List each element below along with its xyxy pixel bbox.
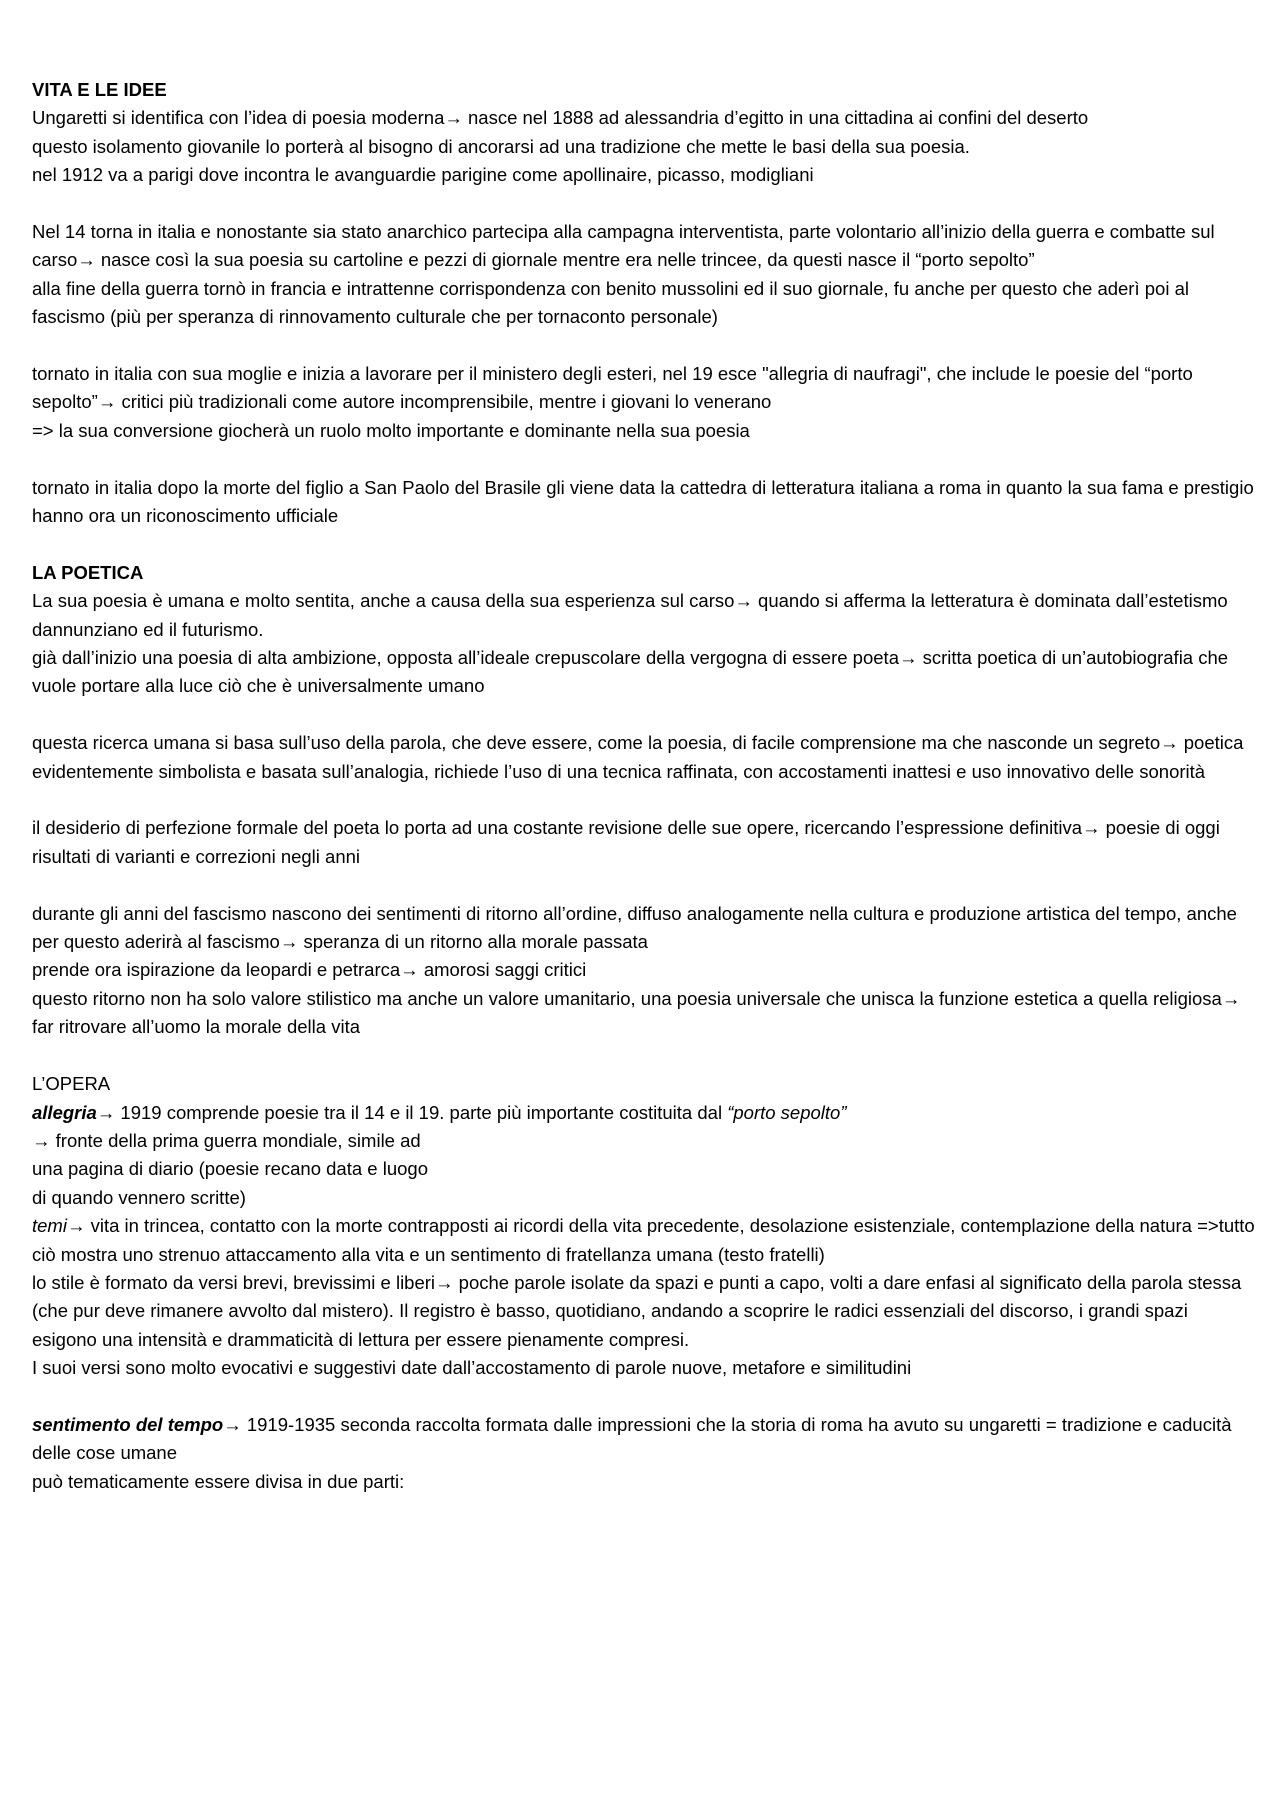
spacer [32,332,1257,360]
spacer [32,871,1257,899]
paragraph: durante gli anni del fascismo nascono dei sentimenti di ritorno all’ordine, diffuso analogamente nella cultura e produzione artistica del tempo, anche per questo aderirà al fascismo→ speranza di un ritorno alla morale passata [32,902,1237,953]
term-sentimento-del-tempo: sentimento del tempo [32,1413,224,1435]
paragraph: alla fine della guerra tornò in francia e intrattenne corrispondenza con benito mussolini ed il suo giornale, fu anche per questo che aderì poi al fascismo (più per speranza di rinnovamento culturale che per tornaconto personale) [32,277,1189,328]
spacer [32,701,1257,729]
allegria-text: → 1919 comprende poesie tra il 14 e il 19. parte più importante costituita dal [96,1101,728,1123]
porto-sepolto-title: “porto sepolto” [727,1101,847,1123]
section-heading-poetica: LA POETICA [32,561,144,583]
section-heading-vita: VITA E LE IDEE [32,79,167,100]
paragraph: I suoi versi sono molto evocativi e suggestivi date dall’accostamento di parole nuove, metafore e similitudini [32,1357,912,1379]
term-allegria: allegria [32,1101,97,1123]
spacer [32,1383,1257,1411]
paragraph: => la sua conversione giocherà un ruolo molto importante e dominante nella sua poesia [32,419,750,441]
spacer [32,1042,1257,1070]
spacer [32,445,1257,473]
paragraph-temi [32,1212,1257,1269]
paragraph-sentimento [32,1411,1257,1468]
paragraph: questo isolamento giovanile lo porterà al bisogno di ancorarsi ad una tradizione che mette le basi della sua poesia. [32,135,970,157]
paragraph: può tematicamente essere divisa in due parti: [32,1470,405,1492]
paragraph-allegria [32,1099,1257,1127]
paragraph: lo stile è formato da versi brevi, brevissimi e liberi→ poche parole isolate da spazi e punti a capo, volti a dare enfasi al significato della parola stessa (che pur deve rimanere avvolto dal mistero). Il registro è basso, quotidiano, andando a scoprire le radici essenziali del discorso, i grandi spazi esigono una intensità e drammaticità di lettura per essere pienamente compresi. [32,1271,1242,1350]
paragraph: questa ricerca umana si basa sull’uso della parola, che deve essere, come la poesia, di facile comprensione ma che nasconde un segreto→ poetica evidentemente simbolista e basata sull’analogia, richiede l’uso di una tecnica raffinata, con accostamenti inattesi e uso innovativo delle sonorità [32,732,1244,782]
spacer [32,530,1257,558]
paragraph: Nel 14 torna in italia e nonostante sia stato anarchico partecipa alla campagna interventista, parte volontario all’inizio della guerra e combatte sul carso→ nasce così la sua poesia su cartoline e pezzi di giornale mentre era nelle trincee, da questi nasce il “porto sepolto” [32,221,1215,271]
paragraph: nel 1912 va a parigi dove incontra le avanguardie parigine come apollinaire, picasso, modigliani [32,164,814,186]
paragraph: La sua poesia è umana e molto sentita, anche a causa della sua esperienza sul carso→ quando si afferma la letteratura è dominata dall’estetismo dannunziano ed il futurismo. [32,590,1228,640]
spacer [32,190,1257,218]
term-temi: temi [32,1215,67,1237]
temi-text: → vita in trincea, contatto con la morte contrapposti ai ricordi della vita precedente, desolazione esistenziale, contemplazione della natura =>tutto ciò mostra uno strenuo attaccamento alla vita e un sentimento di fratellanza umana (testo fratelli) [32,1215,1255,1265]
section-heading-opera: L’OPERA [32,1073,111,1095]
allegria-note: → fronte della prima guerra mondiale, simile ad una pagina di diario (poesie recano data e luogo di quando vennero scritte) [32,1129,428,1208]
sentimento-text: → 1919-1935 seconda raccolta formata dalle impressioni che la storia di roma ha avuto su ungaretti = tradizione e caducità delle cose umane [32,1413,1232,1464]
paragraph: tornato in italia dopo la morte del figlio a San Paolo del Brasile gli viene data la cattedra di letteratura italiana a roma in quanto la sua fama e prestigio hanno ora un riconoscimento ufficiale [32,476,1254,527]
spacer [32,786,1257,814]
paragraph: questo ritorno non ha solo valore stilistico ma anche un valore umanitario, una poesia universale che unisca la funzione estetica a quella religiosa→ far ritrovare all’uomo la morale della vita [32,987,1241,1038]
paragraph: Ungaretti si identifica con l’idea di poesia moderna→ nasce nel 1888 ad alessandria d’egitto in una cittadina ai confini del deserto [32,107,1089,129]
paragraph: prende ora ispirazione da leopardi e petrarca→ amorosi saggi critici [32,959,587,981]
paragraph: già dall’inizio una poesia di alta ambizione, opposta all’ideale crepuscolare della vergogna di essere poeta→ scritta poetica di un’autobiografia che vuole portare alla luce ciò che è universalmente umano [32,647,1229,697]
document-page [32,76,1257,1496]
paragraph: tornato in italia con sua moglie e inizia a lavorare per il ministero degli esteri, nel 19 esce "allegria di naufragi", che include le poesie del “porto sepolto”→ critici più tradizionali come autore incomprensibile, mentre i giovani lo venerano [32,363,1193,413]
paragraph: il desiderio di perfezione formale del poeta lo porta ad una costante revisione delle sue opere, ricercando l’espressione definitiva→ poesie di oggi risultati di varianti e correzioni negli anni [32,817,1220,867]
